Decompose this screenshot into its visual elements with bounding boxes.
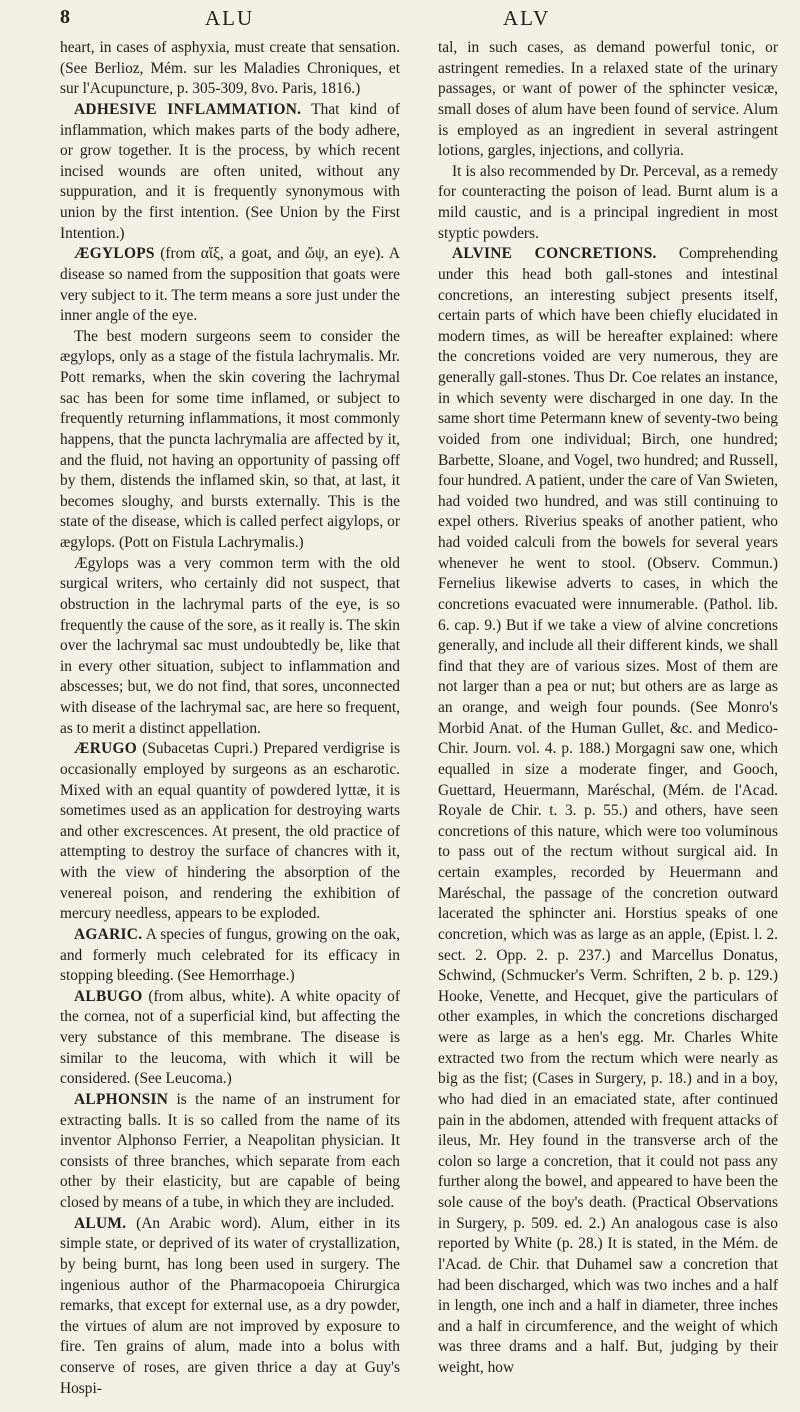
- entry-text: heart, in cases of asphyxia, must create that sensation. (See Berlioz, Mém. sur les Maladies Chroniques, et sur l'Acupuncture, p. 305-309, 8vo. Paris, 1816.): [60, 39, 400, 98]
- dictionary-entry: [60, 987, 400, 1090]
- entry-headword: ALBUGO: [74, 987, 143, 1005]
- paragraph: [438, 162, 778, 245]
- right-column: [438, 38, 778, 1379]
- dictionary-entry: [60, 1214, 400, 1400]
- right-running-head: ALV: [503, 6, 551, 30]
- left-column: [60, 38, 400, 1399]
- paragraph: [60, 327, 400, 554]
- entry-text: It is also recommended by Dr. Perceval, as a remedy for counteracting the poison of lead. Burnt alum is a mild caustic, and is a principal ingredient in most styptic powders.: [438, 162, 778, 242]
- running-head: [0, 6, 800, 32]
- paragraph: [438, 38, 778, 162]
- entry-headword: ALPHONSIN: [74, 1090, 169, 1108]
- dictionary-entry: [60, 244, 400, 327]
- dictionary-entry: [438, 244, 778, 1378]
- entry-headword: AGARIC.: [74, 925, 143, 943]
- paragraph: [60, 554, 400, 740]
- entry-headword: ALUM.: [74, 1214, 127, 1232]
- entry-text: Comprehending under this head both gall-stones and intestinal concretions, an interesting subject presents itself, certain parts of which have been chiefly elucidated in modern times, as will be hereafter explained: where the concretions voided are very numerous, they are generally gall-stones. Thus Dr. Coe relates an instance, in which seventy were discharged in one day. In the same short time Petermann knew of seventy-two being voided from one individual; Birch, one hundred; Barbette, Sloane, and Vogel, two hundred; and Russell, four hundred. A patient, under the care of Van Swieten, had voided two hundred, and was still continuing to expel others. Riverius speaks of another patient, who had voided calculi from the bowels for several years whenever he went to stool. (Observ. Commun.) Fernelius likewise adverts to cases, in which the concretions evacuated were innumerable. (Pathol. lib. 6. cap. 9.) But if we take a view of alvine concretions generally, and include all their different kinds, we shall find that they are of various sizes. Most of them are not larger than a pea or nut; but others are as large as an orange, and weigh four pounds. (See Monro's Morbid Anat. of the Human Gullet, &c. and Medico-Chir. Journ. vol. 4. p. 188.) Morgagni saw one, which equalled in size a moderate finger, and Gooch, Guettard, Heuermann, Maréschal, (Mém. de l'Acad. Royale de Chir. t. 3. p. 55.) and others, have seen concretions of this nature, which were too voluminous to pass out of the rectum without surgical aid. In certain examples, recorded by Heuermann and Maréschal, the passage of the concretion outward lacerated the sphincter ani. Horstius speaks of one concretion, which was as large as an apple, (Epist. l. 2. sect. 2. Opp. 2. p. 237.) and Marcellus Donatus, Schwind, (Schmucker's Verm. Schriften, 2 b. p. 129.) Hooke, Venette, and Hecquet, give the particulars of other examples, in which the concretions discharged were as large as a hen's egg. Mr. Charles White extracted two from the rectum which were nearly as big as the fist; (Cases in Surgery, p. 18.) and in a boy, who had died in an emaciated state, after continued pain in the abdomen, attended with frequent attacks of ileus, Mr. Hey found in the transverse arch of the colon so large a concretion, that it could not pass any further along the bowel, and appeared to have been the sole cause of the boy's death. (Practical Observations in Surgery, p. 509. ed. 2.) An analogous case is also reported by White (p. 28.) It is stated, in the Mém. de l'Acad. de Chir. that Duhamel saw a concretion that had been discharged, which was two inches and a half in length, one inch and a half in diameter, three inches and a half in circumference, and the weight of which was three drams and a half. But, judging by their weight, how: [438, 245, 778, 1376]
- entry-text: is the name of an instrument for extracting balls. It is so called from the name of its inventor Alphonso Ferrier, a Neapolitan physician. It consists of three branches, which separate from each other by their elasticity, but are capable of being closed by means of a tube, in which they are included.: [60, 1090, 400, 1211]
- dictionary-entry: [60, 925, 400, 987]
- dictionary-entry: [60, 1090, 400, 1214]
- entry-text: (An Arabic word). Alum, either in its simple state, or deprived of its water of crystallization, by being burnt, has long been used in surgery. The ingenious author of the Pharmacopoeia Chirurgica remarks, that except for external use, as a dry powder, the virtues of alum are not improved by exposure to fire. Ten grains of alum, made into a bolus with conserve of roses, are given thrice a day at Guy's Hospi-: [60, 1214, 400, 1397]
- entry-text: A species of fungus, growing on the oak, and formerly much celebrated for its efficacy in stopping bleeding. (See Hemorrhage.): [60, 925, 401, 985]
- entry-text: tal, in such cases, as demand powerful tonic, or astringent remedies. In a relaxed state of the urinary passages, or want of power of the sphincter vesicæ, small doses of alum have been found of service. Alum is employed as an ingredient in several astringent lotions, gargles, injections, and collyria.: [438, 39, 778, 160]
- entry-headword: ÆGYLOPS: [74, 245, 155, 263]
- entry-headword: ALVINE CONCRETIONS.: [452, 245, 657, 263]
- dictionary-entry: [60, 100, 400, 244]
- entry-text: Ægylops was a very common term with the old surgical writers, who certainly did not suspect, that obstruction in the lachrymal parts of the eye, is so frequently the cause of the sore, as it really is. The skin over the lachrymal sac must undoubtedly be, like that in every other situation, subject to inflammation and abscesses; but, we do not find, that sores, unconnected with disease of the lachrymal sac, are here so frequent, as to merit a distinct appellation.: [60, 554, 400, 737]
- entry-text: (Subacetas Cupri.) Prepared verdigrise is occasionally employed by surgeons as an escharotic. Mixed with an equal quantity of powdered lyttæ, it is sometimes used as an application for destroying warts and other excrescences. At present, the old practice of attempting to destroy the surface of chancres with it, with the view of hindering the absorption of the venereal poison, and rendering the exhibition of mercury needless, appears to be exploded.: [60, 740, 400, 923]
- left-running-head: ALU: [205, 6, 255, 30]
- entry-text: The best modern surgeons seem to consider the ægylops, only as a stage of the fistula lachrymalis. Mr. Pott remarks, when the skin covering the lachrymal sac has been for some time inflamed, or subject to frequently returning inflammations, it most commonly happens, that the puncta lachrymalia are affected by it, and the fluid, not having an opportunity of passing off by them, distends the inflamed skin, so that, at last, it becomes sloughy, and bursts externally. This is the state of the disease, which is called perfect aigylops, or ægylops. (Pott on Fistula Lachrymalis.): [60, 327, 400, 551]
- entry-headword: ADHESIVE INFLAMMATION.: [74, 100, 302, 118]
- entry-text: (from αἴξ, a goat, and ὤψ, an eye). A disease so named from the supposition that goats were very subject to it. The term means a sore just under the inner angle of the eye.: [60, 245, 400, 325]
- paragraph: [60, 38, 400, 100]
- dictionary-entry: [60, 739, 400, 925]
- entry-text: That kind of inflammation, which makes parts of the body adhere, or grow together. It is the process, by which recent incised wounds are often united, without any suppuration, and it is frequently synonymous with union by the first intention. (See Union by the First Intention.): [60, 100, 400, 242]
- entry-text: (from albus, white). A white opacity of the cornea, not of a superficial kind, but affecting the very substance of this membrane. The disease is similar to the leucoma, with which it will be considered. (See Leucoma.): [60, 987, 400, 1088]
- entry-headword: ÆRUGO: [74, 740, 138, 758]
- page-number: 8: [60, 6, 70, 28]
